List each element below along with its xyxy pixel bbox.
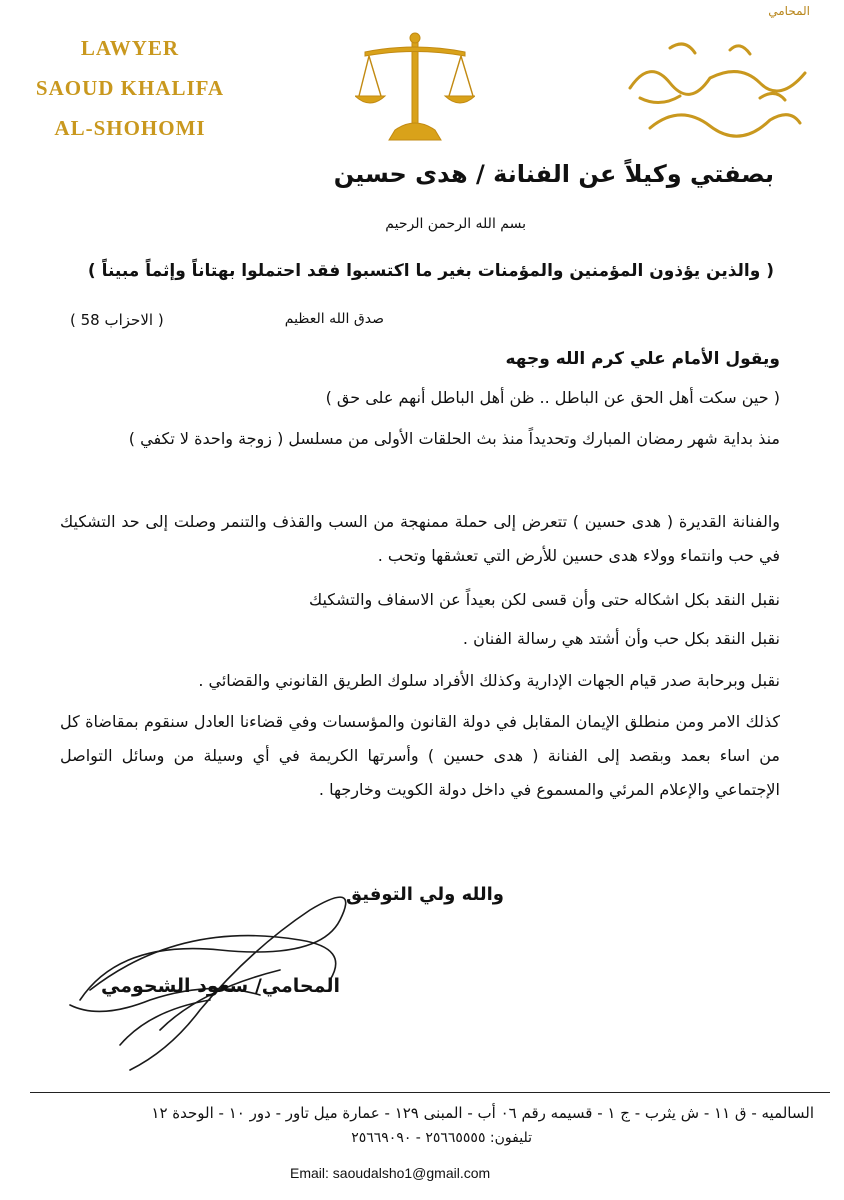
imam-quote-intro: ويقول الأمام علي كرم الله وجهه — [505, 349, 780, 369]
paragraph-4: نقبل النقد بكل اشكاله حتى وأن قسى لكن بعيداً عن الاسفاف والتشكيك — [308, 590, 780, 609]
sadaq-line: صدق الله العظيم — [284, 311, 384, 327]
english-name-line-3: AL-SHOHOMI — [54, 116, 206, 140]
english-firm-name — [10, 28, 250, 148]
arabic-calligraphy-logo — [610, 28, 810, 146]
surah-reference: ( الاحزاب 58 ) — [70, 311, 164, 329]
closing-line: والله ولي التوفيق — [346, 884, 504, 905]
footer-address: السالميه - ق ١١ - ش يثرب - ج ١ - قسيمه رقم ٠٦ أب - المبنى ١٢٩ - عمارة ميل تاور - دور ١٠ - الوحدة ١٢ — [151, 1104, 814, 1122]
signatory-name: المحامي/ سعود الشحومي — [100, 975, 340, 997]
paragraph-2: منذ بداية شهر رمضان المبارك وتحديداً منذ بث الحلقات الأولى من مسلسل ( زوجة واحدة لا تكفي ) — [128, 429, 780, 448]
paragraph-5: نقبل النقد بكل حب وأن أشتد هي رسالة الفنان . — [462, 629, 780, 648]
english-name-line-2: SAOUD KHALIFA — [35, 76, 225, 100]
english-name-line-1: LAWYER — [80, 36, 180, 60]
footer-divider — [30, 1092, 830, 1093]
scales-of-justice-icon — [355, 30, 475, 145]
paragraph-3: والفنانة القديرة ( هدى حسين ) تتعرض إلى حملة ممنهجة من السب والقذف والتنمر وصلت إلى حد التشكيك في حب وانتماء وولاء هدى حسين للأرض التي تعشقها وتحب . — [60, 512, 780, 565]
arabic-logo-caption: المحامي — [768, 4, 810, 18]
letter-title: بصفتي وكيلاً عن الفنانة / هدى حسين — [333, 160, 774, 188]
paragraph-7: كذلك الامر ومن منطلق الإيمان المقابل في دولة القانون والمؤسسات وفي قضاءنا العادل سنقوم بمقاضاة كل من اساء بعمد وبقصد إلى الفنانة ( هدى حسين ) وأسرتها الكريمة في أي وسيلة من وسائل التواصل الإجتماعي والإعلام المرئي والمسموع في داخل دولة الكويت وخارجها . — [60, 712, 780, 799]
quran-verse: ( والذين يؤذون المؤمنين والمؤمنات بغير ما اكتسبوا فقد احتملوا بهتاناً وإثماً مبيناً ) — [87, 261, 774, 281]
paragraph-6: نقبل وبرحابة صدر قيام الجهات الإدارية وكذلك الأفراد سلوك الطريق القانوني والقضائي . — [198, 671, 780, 690]
paragraph-1: ( حين سكت أهل الحق عن الباطل .. ظن أهل الباطل أنهم على حق ) — [325, 388, 780, 407]
basmala: بسم الله الرحمن الرحيم — [385, 216, 526, 232]
footer-email[interactable]: Email: saoudalsho1@gmail.com — [290, 1165, 491, 1181]
footer-phones: تليفون: ٢٥٦٦٥٥٥٥ - ٢٥٦٦٩٠٩٠ — [351, 1130, 532, 1146]
